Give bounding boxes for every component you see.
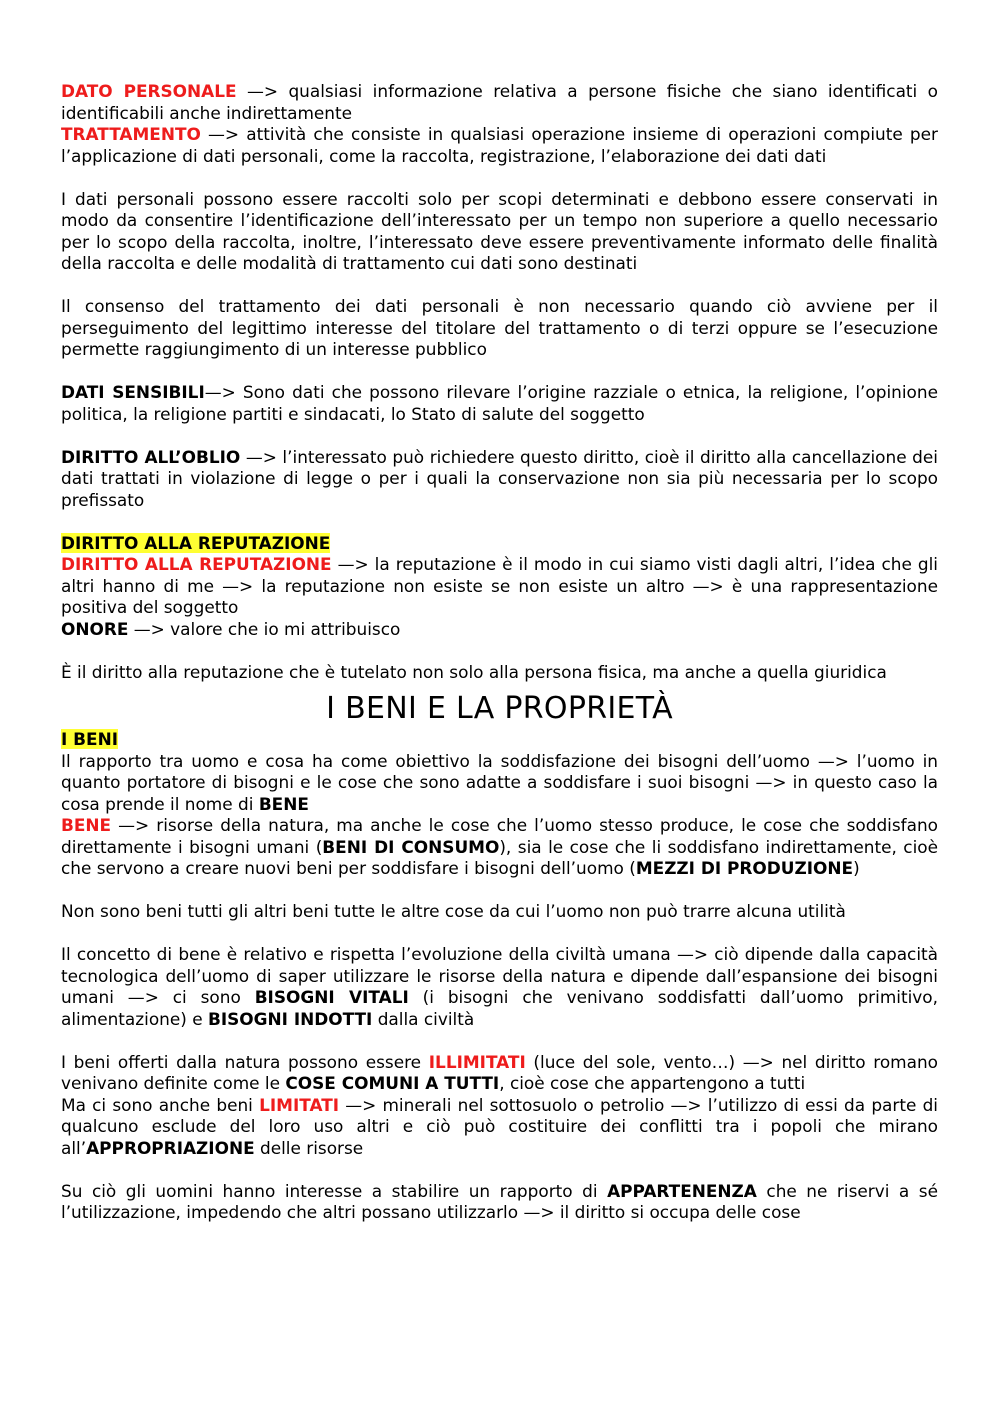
body-text: Non sono beni tutti gli altri beni tutte le altre cose da cui l’uomo non può trarre alcuna utilità bbox=[61, 901, 846, 921]
term-diritto-oblio: DIRITTO ALL’OBLIO bbox=[61, 446, 241, 467]
paragraph-gap bbox=[61, 275, 938, 297]
term-dato-personale: DATO PERSONALE bbox=[61, 81, 237, 101]
term-appropriazione: APPROPRIAZIONE bbox=[86, 1137, 255, 1158]
paragraph-bene bbox=[61, 815, 938, 880]
definition-text: —> Sono dati che possono rilevare l’origine razziale o etnica, la religione, l’opinione politica, la religione partiti e sindacati, lo Stato di salute del soggetto bbox=[61, 382, 938, 424]
paragraph-onore bbox=[61, 619, 938, 641]
definition-text: —> l’interessato può richiedere questo diritto, cioè il diritto alla cancellazione dei dati trattati in violazione di legge o per i quali la conservazione non sia più necessaria per lo scopo prefissato bbox=[61, 446, 938, 510]
body-text: Ma ci sono anche beni bbox=[61, 1094, 260, 1115]
term-diritto-reputazione: DIRITTO ALLA REPUTAZIONE bbox=[61, 554, 332, 574]
body-text: I beni offerti dalla natura possono essere bbox=[61, 1051, 429, 1072]
paragraph-raccolta-dati bbox=[61, 189, 938, 275]
paragraph-trattamento bbox=[61, 124, 938, 167]
paragraph-dati-sensibili bbox=[61, 382, 938, 425]
paragraph-gap bbox=[61, 361, 938, 383]
term-bisogni-vitali: BISOGNI VITALI bbox=[254, 987, 409, 1007]
term-bisogni-indotti: BISOGNI INDOTTI bbox=[207, 1008, 373, 1029]
term-limitati: LIMITATI bbox=[259, 1094, 340, 1115]
highlighted-section-title: DIRITTO ALLA REPUTAZIONE bbox=[61, 532, 331, 553]
term-mezzi-di-produzione: MEZZI DI PRODUZIONE bbox=[635, 858, 854, 878]
body-text: ), sia le cose che li soddisfano indirettamente, cioè che servono a creare nuovi beni per soddisfare i bisogni dell’uomo ( bbox=[61, 836, 939, 878]
paragraph-gap bbox=[61, 425, 938, 447]
paragraph-beni-illimitati bbox=[61, 1052, 938, 1095]
term-illimitati: ILLIMITATI bbox=[428, 1051, 526, 1072]
term-bene: BENE bbox=[61, 815, 112, 835]
section-label-reputazione bbox=[61, 533, 938, 555]
paragraph-non-beni bbox=[61, 901, 938, 923]
term-dati-sensibili: DATI SENSIBILI bbox=[61, 382, 205, 402]
body-text: —> risorse della natura, ma anche le cose che l’uomo stesso produce, le cose che soddisfano direttamente i bisogni umani ( bbox=[61, 815, 938, 857]
document-page bbox=[61, 81, 938, 1224]
paragraph-appartenenza bbox=[61, 1181, 938, 1224]
body-text: , cioè cose che appartengono a tutti bbox=[499, 1073, 806, 1093]
definition-text: —> qualsiasi informazione relativa a persone fisiche che siano identificati o identificabili anche indirettamente bbox=[61, 81, 939, 123]
paragraph-gap bbox=[61, 1159, 938, 1181]
definition-text: —> attività che consiste in qualsiasi operazione insieme di operazioni compiute per l’applicazione di dati personali, come la raccolta, registrazione, l’elaborazione dei dati dati bbox=[61, 124, 938, 166]
term-trattamento: TRATTAMENTO bbox=[61, 124, 201, 144]
body-text: Il consenso del trattamento dei dati personali è non necessario quando ciò avviene per il perseguimento del legittimo interesse del titolare del trattamento o di terzi oppure se l’esecuzione permette raggiungimento di un interesse pubblico bbox=[61, 296, 938, 359]
paragraph-gap bbox=[61, 640, 938, 662]
body-text: I dati personali possono essere raccolti solo per scopi determinati e debbono essere conservati in modo da consentire l’identificazione dell’interessato per un tempo non superiore a quello necessario per lo scopo della raccolta, inoltre, l’interessato deve essere preventivamente informato delle finalità della raccolta e delle modalità di trattamento cui dati sono destinati bbox=[61, 188, 938, 273]
body-text: (luce del sole, vento…) —> nel diritto romano venivano definite come le bbox=[61, 1051, 938, 1093]
term-appartenenza: APPARTENENZA bbox=[607, 1180, 757, 1201]
body-text: —> minerali nel sottosuolo o petrolio —> l’utilizzo di essi da parte di qualcuno esclude del loro uso altri e ciò può costituire dei conflitti tra i popoli che mirano all’ bbox=[61, 1094, 938, 1158]
paragraph-dato-personale bbox=[61, 81, 938, 124]
paragraph-diritto-reputazione bbox=[61, 554, 938, 619]
paragraph-consenso bbox=[61, 296, 938, 361]
paragraph-rapporto-uomo-cosa bbox=[61, 751, 938, 816]
paragraph-beni-limitati bbox=[61, 1095, 938, 1160]
term-onore: ONORE bbox=[61, 618, 129, 639]
term-bene-bold: BENE bbox=[258, 793, 309, 814]
paragraph-gap bbox=[61, 923, 938, 945]
paragraph-gap bbox=[61, 167, 938, 189]
body-text: Il concetto di bene è relativo e rispetta l’evoluzione della civiltà umana —> ciò dipende dalla capacità tecnologica dell’uomo di saper utilizzare le risorse della natura e dipende dall’espansione dei bisogni umani —> ci sono bbox=[61, 944, 938, 1007]
body-text: delle risorse bbox=[254, 1137, 364, 1158]
term-cose-comuni: COSE COMUNI A TUTTI bbox=[285, 1073, 500, 1093]
paragraph-diritto-oblio bbox=[61, 447, 938, 512]
body-text: che ne riservi a sé l’utilizzazione, impedendo che altri possano utilizzarlo —> il diritto si occupa delle cose bbox=[61, 1180, 938, 1222]
paragraph-gap bbox=[61, 880, 938, 902]
term-beni-di-consumo: BENI DI CONSUMO bbox=[322, 836, 500, 857]
paragraph-gap bbox=[61, 511, 938, 533]
body-text: Su ciò gli uomini hanno interesse a stabilire un rapporto di bbox=[61, 1180, 608, 1201]
paragraph-tutela-reputazione bbox=[61, 662, 938, 684]
body-text: ) bbox=[853, 858, 860, 878]
paragraph-gap bbox=[61, 1030, 938, 1052]
section-label-beni bbox=[61, 729, 938, 751]
body-text: (i bisogni che venivano soddisfatti dall’uomo primitivo, alimentazione) e bbox=[61, 987, 938, 1029]
highlighted-section-title: I BENI bbox=[61, 729, 118, 749]
body-text: dalla civiltà bbox=[372, 1008, 475, 1029]
section-heading-beni-proprieta: I BENI E LA PROPRIETÀ bbox=[326, 691, 673, 726]
definition-text: —> la reputazione è il modo in cui siamo visti dagli altri, l’idea che gli altri hanno di me —> la reputazione non esiste se non esiste un altro —> è una rappresentazione positiva del soggetto bbox=[61, 554, 938, 617]
body-text: È il diritto alla reputazione che è tutelato non solo alla persona fisica, ma anche a quella giuridica bbox=[61, 661, 887, 682]
definition-text: —> valore che io mi attribuisco bbox=[128, 618, 401, 639]
paragraph-concetto-bene bbox=[61, 944, 938, 1030]
body-text: Il rapporto tra uomo e cosa ha come obiettivo la soddisfazione dei bisogni dell’uomo —> l’uomo in quanto portatore di bisogni e le cose che sono adatte a soddisfare i suoi bisogni —> in questo caso la cosa prende il nome di bbox=[61, 750, 938, 814]
